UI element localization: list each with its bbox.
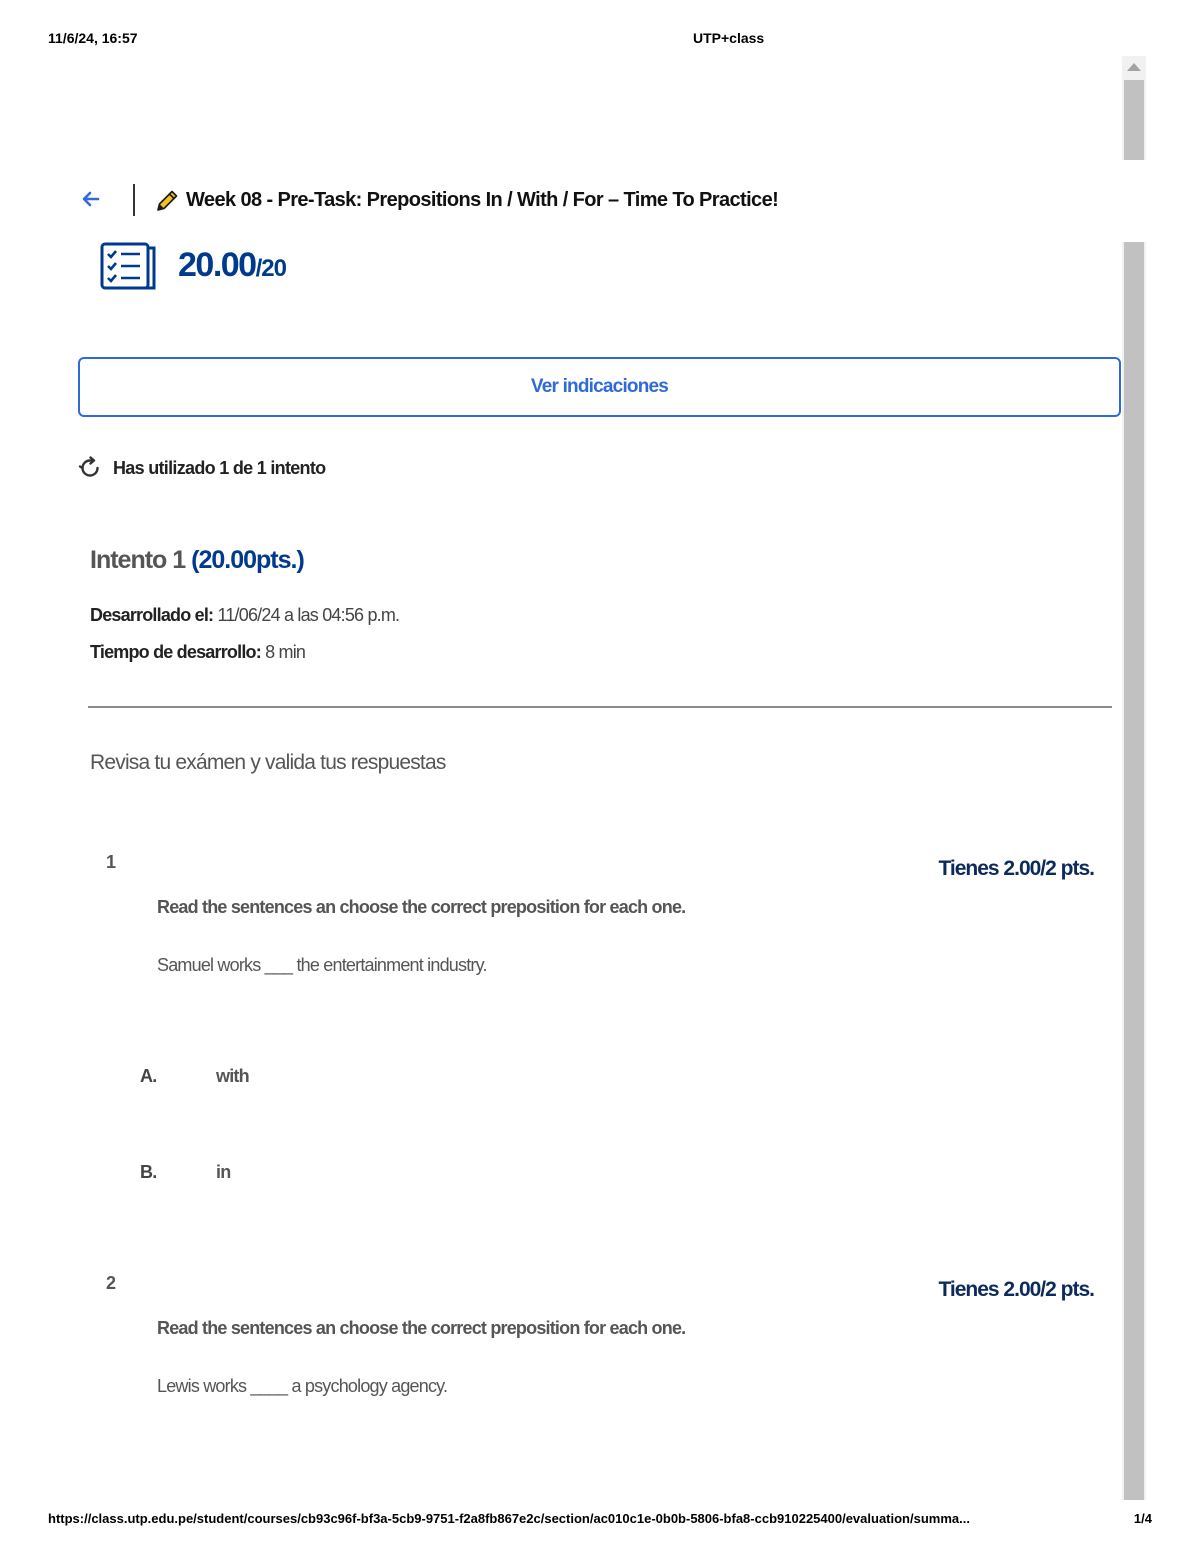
pencil-icon [154,188,180,214]
task-header-bar [78,178,1118,224]
question-score: Tienes 2.00/2 pts. [938,1278,1094,1301]
score-value: 20.00 [178,246,256,284]
option-letter: B. [140,1162,157,1182]
time-value: 8 min [265,642,306,662]
print-page-number: 1/4 [1133,1511,1152,1526]
print-page-title: UTP+class [693,30,765,46]
time-label: Tiempo de desarrollo: [90,642,261,662]
developed-label: Desarrollado el: [90,605,214,625]
development-time [90,642,305,663]
view-instructions-button[interactable]: Ver indicaciones [78,357,1121,417]
attempt-label: Intento 1 [90,546,186,574]
scroll-up-arrow-icon[interactable] [1127,63,1141,71]
question-number: 1 [106,852,117,872]
question-sentence: Lewis works ____ a psychology agency. [157,1376,448,1396]
option-text[interactable]: with [216,1066,249,1086]
attempt-points: (20.00pts.) [191,546,304,574]
print-datetime: 11/6/24, 16:57 [48,30,138,46]
print-header [48,30,1152,48]
question-instruction: Read the sentences an choose the correct preposition for each one. [157,1318,686,1338]
scrollbar-thumb[interactable] [1124,80,1144,160]
option-letter: A. [140,1066,157,1086]
score-total: /20 [255,255,286,282]
question-sentence: Samuel works ___ the entertainment industry. [157,955,487,975]
section-divider [88,706,1112,708]
refresh-icon [78,456,102,480]
print-footer [48,1511,1152,1529]
print-url: https://class.utp.edu.pe/student/courses/cb93c96f-bf3a-5cb9-9751-f2a8fb867e2c/section/ac010c1e-0b0b-5806-bfa8-ccb910225400/evaluation/summa... [48,1511,970,1526]
attempt-title [90,546,304,575]
question-score: Tienes 2.00/2 pts. [938,857,1094,880]
review-heading: Revisa tu exámen y valida tus respuestas [90,751,446,774]
score-display [178,246,286,285]
header-divider [133,184,135,216]
developed-value: 11/06/24 a las 04:56 p.m. [217,605,400,625]
checklist-icon [98,240,160,292]
attempts-text: Has utilizado 1 de 1 intento [113,458,326,478]
arrow-left-icon [78,184,108,214]
option-text[interactable]: in [216,1162,231,1182]
question-number: 2 [106,1273,117,1293]
page-title: Week 08 - Pre-Task: Prepositions In / With / For – Time To Practice! [186,189,779,211]
back-button[interactable] [78,184,108,214]
scrollbar-thumb[interactable] [1124,242,1144,1500]
developed-date [90,605,399,626]
top-scrollbar[interactable] [1122,56,1146,160]
question-instruction: Read the sentences an choose the correct preposition for each one. [157,897,686,917]
main-scrollbar[interactable] [1122,242,1146,1500]
